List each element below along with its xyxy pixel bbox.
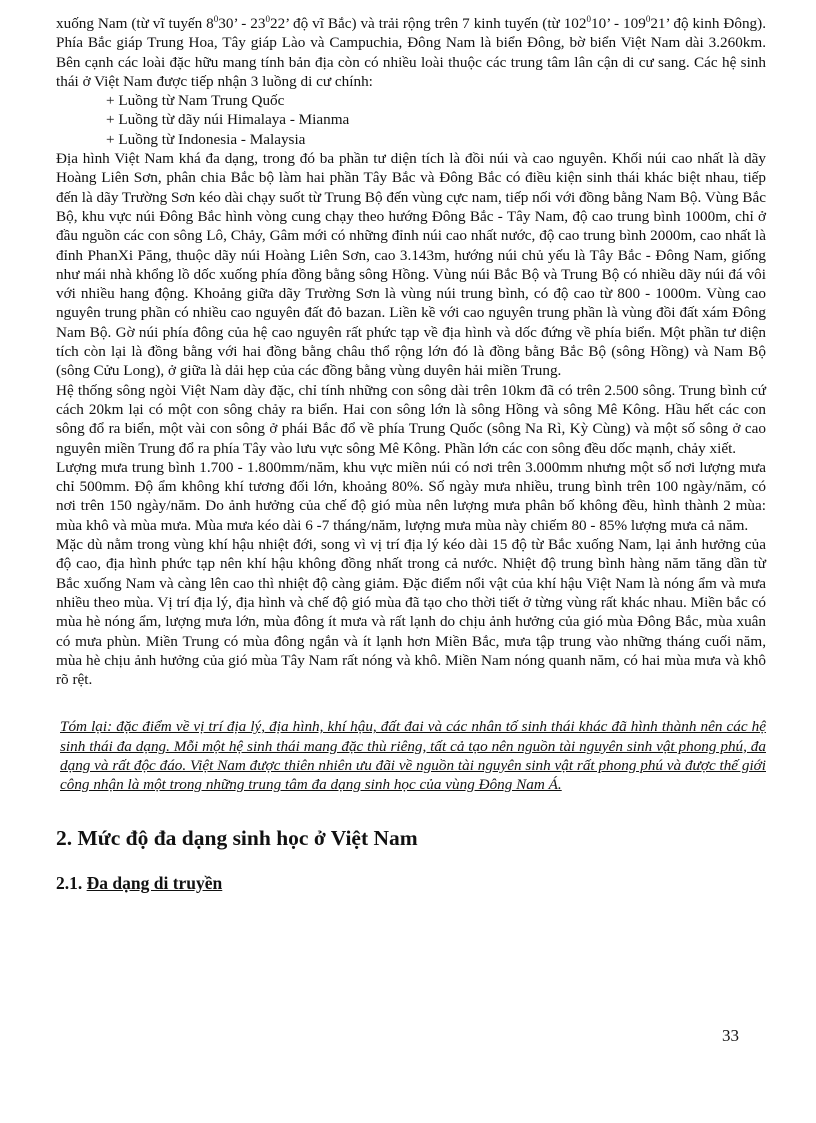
document-page [56, 14, 766, 894]
list-item: + Luồng từ Indonesia - Malaysia [106, 130, 306, 148]
intro-paragraph: xuống Nam (từ vĩ tuyến $8^030$’ - $23^022$’ độ vĩ Bắc) và trải rộng trên 7 kinh tuyến (từ $102^010$’ - $109^021$’ độ kinh Đông). Phía Bắc giáp Trung Hoa, Tây giáp Lào và Campuchia, Đông Nam là biển Đông, bờ biển Việt Nam dài 3.260km. Bên cạnh các loài đặc hữu mang tính bản địa còn có nhiều loài thuộc các trung tâm lân cận di cư sang. Các hệ sinh thái ở Việt Nam được tiếp nhận 3 luồng di cư chính: [56, 13, 766, 90]
subsection-title: Đa dạng di truyền [86, 872, 223, 893]
climate-paragraph: Mặc dù nằm trong vùng khí hậu nhiệt đới, song vì vị trí địa lý kéo dài 15 độ từ Bắc xuống Nam, lại ảnh hưởng của độ cao, địa hình phức tạp nên khí hậu không đồng nhất trong cả nước. Nhiệt độ trung bình hàng năm tăng dần từ Bắc xuống Nam và càng lên cao thì nhiệt độ càng giảm. Đặc điểm nổi vật của khí hậu Việt Nam là nóng ẩm và mưa nhiều theo mùa. Vị trí địa lý, địa hình và chế độ gió mùa đã tạo cho thời tiết ở từng vùng rất khác nhau. Miền bắc có mùa hè nóng ẩm, lượng mưa lớn, mùa đông ít mưa và rất lạnh do chịu ảnh hưởng của gió mùa Đông Bắc, mùa xuân có mưa phùn. Miền Trung có mùa đông ngắn và ít lạnh hơn Miền Bắc, mưa tập trung vào những tháng cuối năm, mùa hè chịu ảnh hưởng của gió mùa Tây Nam rất nóng và khô. Miền Nam nóng quanh năm, có hai mùa mưa và khô rõ rệt. [56, 536, 766, 689]
section-heading: 2. Mức độ đa dạng sinh học ở Việt Nam [56, 825, 418, 850]
subsection-heading [56, 872, 766, 894]
summary-paragraph: Tóm lại: đặc điểm về vị trí địa lý, địa hình, khí hậu, đất đai và các nhân tố sinh thái khác đã hình thành nên các hệ sinh thái đa dạng. Mỗi một hệ sinh thái mang đặc thù riêng, tất cả tạo nên nguồn tài nguyên sinh vật phong phú, đa dạng và rất độc đáo. Việt Nam được thiên nhiên ưu đãi về nguồn tài nguyên sinh vật rất phong phú và được thế giới công nhận là một trong những trung tâm đa dạng sinh học của vùng Đông Nam Á. [60, 718, 766, 794]
subsection-number: 2.1. [56, 872, 83, 893]
terrain-paragraph: Địa hình Việt Nam khá đa dạng, trong đó ba phần tư diện tích là đồi núi và cao nguyên. Khối núi cao nhất là dãy Hoàng Liên Sơn, phân chia Bắc bộ làm hai phần Tây Bắc và Đông Bắc có điều kiện sinh thái khác biệt nhau, tiếp đến là dãy Trường Sơn kéo dài chạy suốt từ Trung Bộ đến vùng cực nam, tiếp nối với đồng bằng Nam Bộ. Vùng Bắc Bộ, khu vực núi Đông Bắc hình vòng cung chạy theo hướng Đông Bắc - Tây Nam, độ cao trung bình 1000m, chỉ ở đầu nguồn các con sông Lô, Chảy, Gâm mới có những đỉnh núi cao nhất nước, độ cao trung bình 2000m, cao nhất là đỉnh PhanXi Păng, thuộc dãy núi Hoàng Liên Sơn, cao 3.143m, hướng núi chủ yếu là Tây Bắc - Đông Nam, giống như mái nhà khổng lồ dốc xuống phía đồng bằng sông Hồng. Vùng núi Bắc Bộ và Trung Bộ có nhiều dãy núi đá vôi với nhiều hang động. Khoảng giữa dãy Trường Sơn là vùng núi trung bình, có độ cao từ 800 - 1000m. Vùng cao nguyên trung phần có nhiều cao nguyên đất đỏ bazan. Liền kề với cao nguyên trung phần là vùng đồi đất xám Đông Nam Bộ. Gờ núi phía đông của hệ cao nguyên rất phức tạp về địa hình và dốc đứng về phía biển. Một phần tư diện tích còn lại là đồng bằng với hai đồng bằng châu thổ rộng lớn đó là đồng bằng Bắc Bộ (sông Hồng) và Nam Bộ (sông Cửu Long), ở giữa là dải hẹp của các đồng bằng vùng duyên hải miền Trung. [56, 150, 766, 380]
page-number: 33 [722, 1026, 739, 1045]
list-item: + Luồng từ dãy núi Himalaya - Mianma [106, 111, 350, 129]
list-item: + Luồng từ Nam Trung Quốc [106, 92, 285, 110]
migration-flows-list [56, 91, 766, 149]
rivers-paragraph: Hệ thống sông ngòi Việt Nam dày đặc, chỉ tính những con sông dài trên 10km đã có trên 2.500 sông. Trung bình cứ cách 20km lại có một con sông chảy ra biển. Hai con sông lớn là sông Hồng và sông Mê Kông. Hầu hết các con sông đổ ra biển, một vài con sông ở phái Bắc đổ về phía Trung Quốc (sông Na Rì, Kỳ Cùng) và một số sông ở cao nguyên miền Trung đổ ra phía Tây vào lưu vực sông Mê Kông. Phần lớn các con sông đều dốc mạnh, chảy xiết. [56, 381, 766, 457]
rainfall-paragraph: Lượng mưa trung bình 1.700 - 1.800mm/năm, khu vực miền núi có nơi trên 3.000mm nhưng một số nơi lượng mưa chỉ 500mm. Độ ẩm không khí tương đối lớn, khoảng 80%. Số ngày mưa nhiều, trung bình trên 100 ngày/năm, có nơi trên 150 ngày/năm. Do ảnh hưởng của chế độ gió mùa nên lượng mưa phân bố không đều, hình thành 2 mùa: mùa khô và mùa mưa. Mùa mưa kéo dài 6 -7 tháng/năm, lượng mưa mùa này chiếm 80 - 85% lượng mưa cả năm. [56, 458, 766, 534]
